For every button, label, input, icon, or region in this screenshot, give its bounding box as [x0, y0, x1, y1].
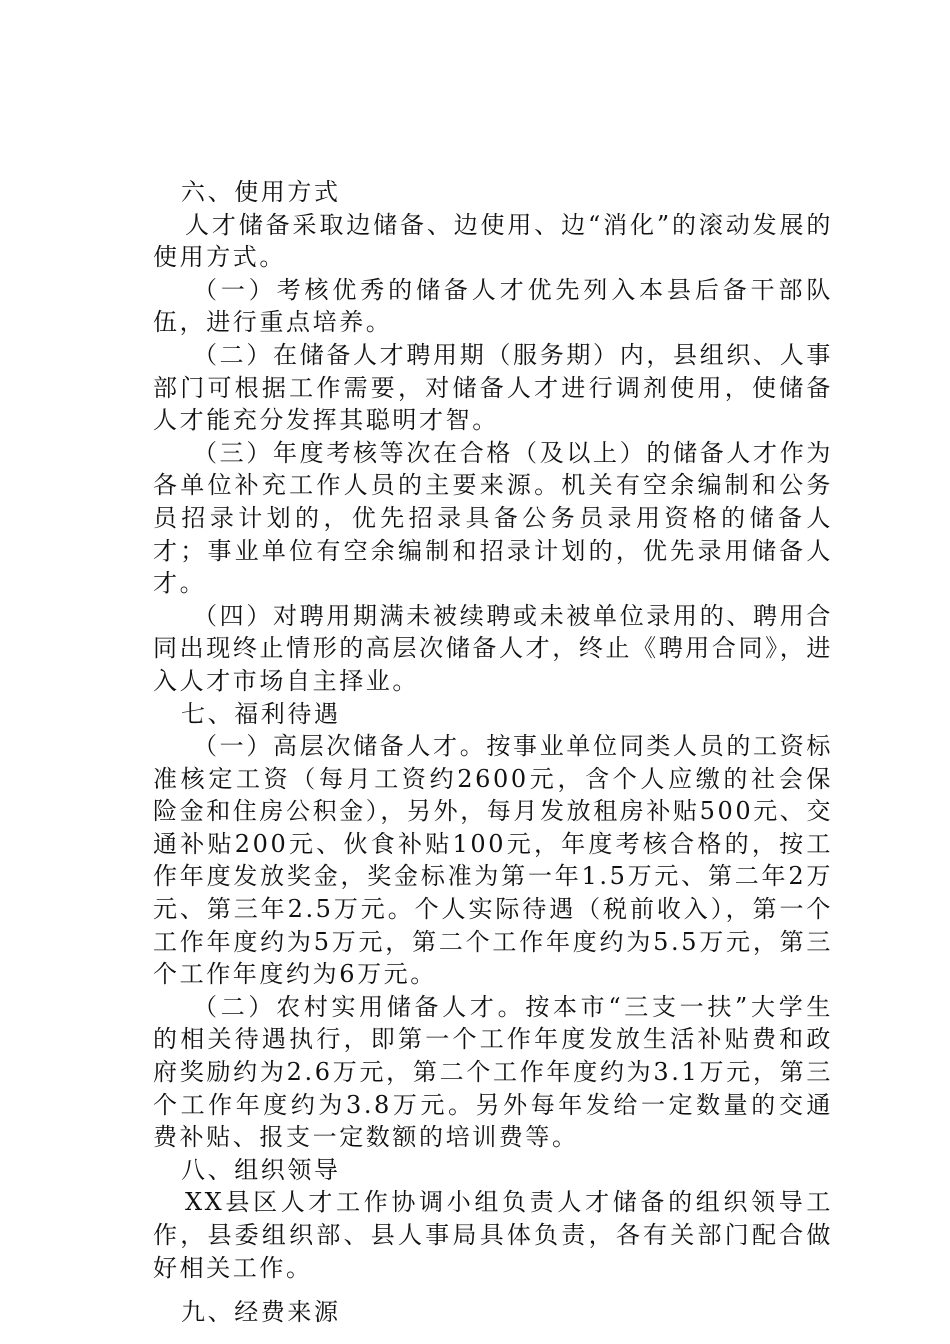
paragraph-usage-item-1: （一）考核优秀的储备人才优先列入本县后备干部队伍，进行重点培养。: [153, 275, 833, 337]
paragraph-usage-item-4: （四）对聘用期满未被续聘或未被单位录用的、聘用合同出现终止情形的高层次储备人才，终止《聘用合同》，进入人才市场自主择业。: [153, 601, 833, 695]
section-heading-benefits: 七、福利待遇: [181, 699, 341, 728]
document-body: [153, 176, 833, 1329]
section-heading-usage: 六、使用方式: [181, 178, 341, 206]
section-heading-leadership: 八、组织领导: [181, 1155, 341, 1184]
paragraph-usage-item-3: （三）年度考核等次在合格（及以上）的储备人才作为各单位补充工作人员的主要来源。机关有空余编制和公务员招录计划的，优先招录具备公务员录用资格的储备人才；事业单位有空余编制和招录计划的，优先录用储备人才。: [153, 438, 833, 598]
paragraph-usage-item-2: （二）在储备人才聘用期（服务期）内，县组织、人事部门可根据工作需要，对储备人才进行调剂使用，使储备人才能充分发挥其聪明才智。: [153, 340, 833, 435]
paragraph-usage-intro: 人才储备采取边储备、边使用、边“消化”的滚动发展的使用方式。: [153, 210, 833, 272]
paragraph-benefits-item-1: （一）高层次储备人才。按事业单位同类人员的工资标准核定工资（每月工资约2600元，含个人应缴的社会保险金和住房公积金），另外，每月发放租房补贴500元、交通补贴200元、伙食补贴100元，年度考核合格的，按工作年度发放奖金，奖金标准为第一年1.5万元、第二年2万元、第三年2.5万元。个人实际待遇（税前收入），第一个工作年度约为5万元，第二个工作年度约为5.5万元，第三个工作年度约为6万元。: [153, 732, 834, 989]
paragraph-benefits-item-2: （二）农村实用储备人才。按本市“三支一扶”大学生的相关待遇执行，即第一个工作年度发放生活补贴费和政府奖励约为2.6万元，第二个工作年度约为3.1万元，第三个工作年度约为3.8万元。另外每年发给一定数量的交通费补贴、报支一定数额的培训费等。: [153, 992, 833, 1152]
section-heading-funding: 九、经费来源: [181, 1298, 341, 1327]
paragraph-leadership: XX县区人才工作协调小组负责人才储备的组织领导工作，县委组织部、县人事局具体负责，各有关部门配合做好相关工作。: [153, 1188, 833, 1282]
